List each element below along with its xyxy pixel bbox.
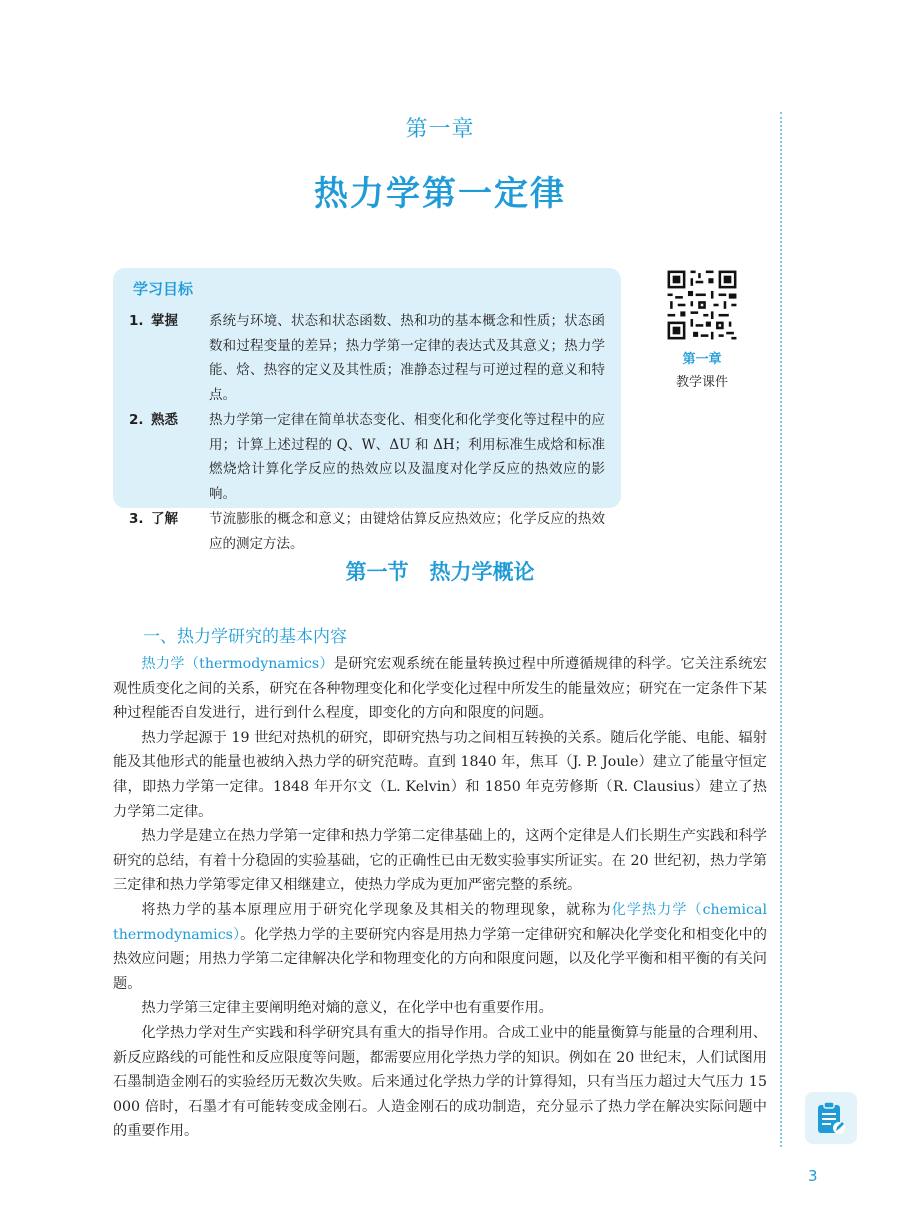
objective-keyword: 了解	[151, 511, 178, 527]
objective-item	[129, 408, 605, 506]
paragraph: 化学热力学对生产实践和科学研究具有重大的指导作用。合成工业中的能量衡算与能量的合理利用、新反应路线的可能性和反应限度等问题，都需要应用化学热力学的知识。例如在 20 世纪末，人们试图用石墨制造金刚石的实验经历无数次失败。后来通过化学热力学的计算得知，只有当压力超过大气压力 15 000 倍时，石墨才有可能转变成金刚石。人造金刚石的成功制造，充分显示了热力学在解决实际问题中的重要作用。	[113, 1024, 767, 1140]
objective-text: 节流膨胀的概念和意义；由键焓估算反应热效应；化学反应的热效应的测定方法。	[209, 511, 605, 552]
body-text	[113, 652, 767, 1144]
paragraph: 热力学起源于 19 世纪对热机的研究，即研究热与功之间相互转换的关系。随后化学能、电能、辐射能及其他形式的能量也被纳入热力学的研究范畴。直到 1840 年，焦耳（J. P. Joule）建立了能量守恒定律，即热力学第一定律。1848 年开尔文（L. Kelvin）和 1850 年克劳修斯（R. Clausius）建立了热力学第二定律。	[113, 729, 767, 820]
paragraph-text: 是研究宏观系统在能量转换过程中所遵循规律的科学。它关注系统宏观性质变化之间的关系，研究在各种物理变化和化学变化过程中所发生的能量效应；研究在一定条件下某种过程能否自发进行，进行到什么程度，即变化的方向和限度的问题。	[113, 656, 767, 722]
learning-objectives-box	[113, 268, 621, 552]
paragraph: 热力学是建立在热力学第一定律和热力学第二定律基础上的，这两个定律是人们长期生产实践和科学研究的总结，有着十分稳固的实验基础，它的正确性已由无数实验事实所证实。在 20 世纪初，热力学第三定律和热力学第零定律又相继建立，使热力学成为更加严密完整的系统。	[113, 828, 767, 894]
paragraph: 热力学第三定律主要阐明绝对熵的意义，在化学中也有重要作用。	[141, 1000, 553, 1017]
courseware-qr-block[interactable]	[660, 268, 744, 390]
objective-item	[129, 309, 605, 407]
objective-text: 热力学第一定律在简单状态变化、相变化和化学变化等过程中的应用；计算上述过程的 Q、W、ΔU 和 ΔH；利用标准生成焓和标准燃烧焓计算化学反应的热效应以及温度对化学反应的热效应的影响。	[209, 412, 605, 502]
section-title: 第一节 热力学概论	[345, 560, 535, 584]
objectives-heading: 学习目标	[133, 280, 194, 298]
paragraph-text: 将热力学的基本原理应用于研究化学现象及其相关的物理现象，就称为	[141, 901, 612, 918]
notes-clipboard-icon	[816, 1101, 846, 1135]
objective-number: 2.	[129, 412, 144, 428]
paragraph-text: 。化学热力学的主要研究内容是用热力学第一定律研究和解决化学变化和相变化中的热效应问题；用热力学第二定律解决化学和物理变化的方向和限度问题，以及化学平衡和相平衡的有关问题。	[113, 926, 767, 992]
objective-keyword: 掌握	[151, 313, 178, 329]
notes-button[interactable]	[805, 1092, 857, 1144]
objective-number: 3.	[129, 511, 144, 527]
qr-caption-chapter: 第一章	[682, 352, 722, 367]
subsection-title: 一、热力学研究的基本内容	[143, 627, 347, 647]
margin-divider	[780, 112, 782, 1147]
page-number: 3	[808, 1167, 818, 1185]
objective-text: 系统与环境、状态和状态函数、热和功的基本概念和性质；状态函数和过程变量的差异；热力学第一定律的表达式及其意义；热力学能、焓、热容的定义及其性质；准静态过程与可逆过程的意义和特点。	[209, 313, 605, 403]
objective-number: 1.	[129, 313, 144, 329]
qr-code-icon[interactable]	[665, 268, 739, 342]
paragraph	[113, 652, 767, 726]
chapter-label: 第一章	[405, 117, 475, 142]
term-chemical-thermodynamics: 化学热力学（chemical thermodynamics）	[113, 901, 767, 943]
qr-caption-courseware: 教学课件	[675, 375, 728, 390]
term-thermodynamics: 热力学（thermodynamics）	[141, 656, 334, 672]
objective-item	[129, 507, 605, 556]
objective-keyword: 熟悉	[151, 412, 178, 428]
chapter-title: 热力学第一定律	[314, 174, 566, 214]
paragraph	[113, 898, 767, 996]
